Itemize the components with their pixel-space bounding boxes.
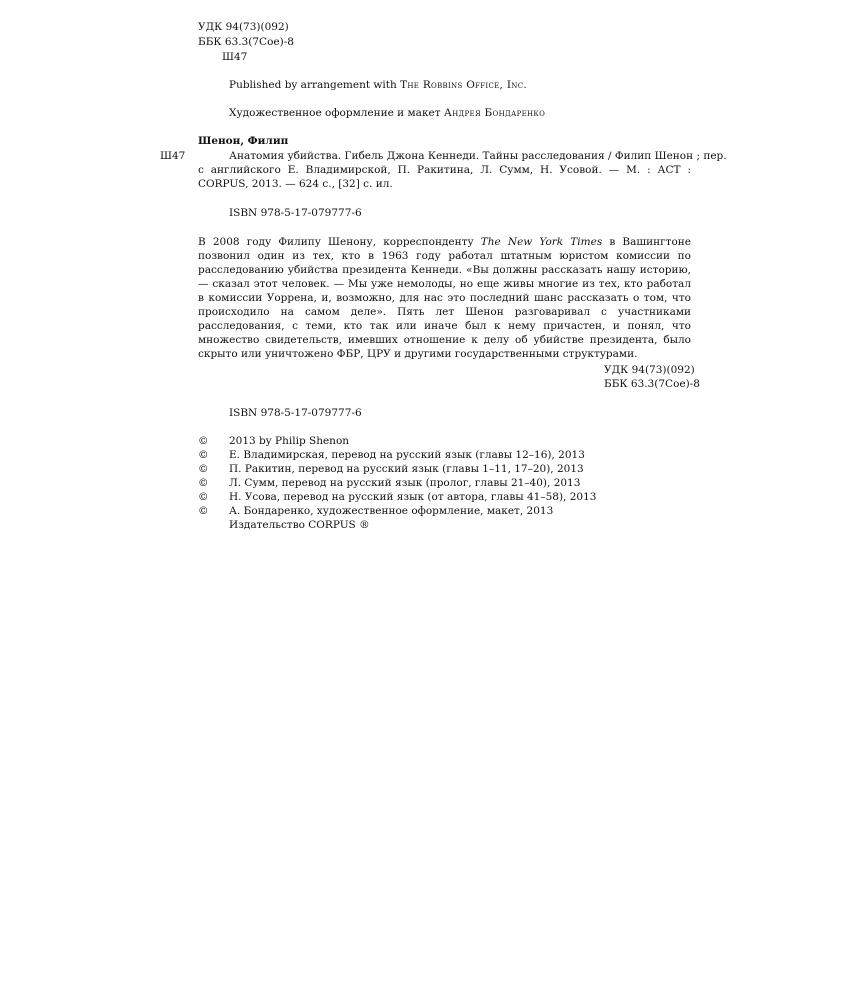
bbk-top: ББК 63.3(7Сое)-8 — [198, 36, 294, 48]
publisher-line: Издательство CORPUS ® — [229, 519, 370, 531]
biblio-line-1: Анатомия убийства. Гибель Джона Кеннеди. Тайны расследования / Филип Шенон ; пер. — [229, 150, 727, 162]
copyright-symbol: © — [198, 463, 209, 475]
author-heading: Шенон, Филип — [198, 135, 289, 147]
code-side: Ш47 — [160, 150, 186, 162]
abstract-rest: в Вашингтоне позвонил один из тех, кто в 1963 году работал штатным юристом комиссии по расследованию убийства президента Кеннеди. «Вы должны рассказать нашу историю, — сказал этот человек. — Мы уже немолоды, но еще живы многие из тех, кто работал в комиссии Уоррена, и, возможно, для нас это последний шанс рассказать о том, что происходило на самом деле». Пять лет Шенон разговаривал с участниками расследования, с теми, кто так или иначе был к нему причастен, и понял, что множество свидетельств, имевших отношение к делу об убийстве президента, было скрыто или уничтожено ФБР, ЦРУ и другими государственными структурами. — [198, 236, 691, 360]
bbk-bottom: ББК 63.3(7Сое)-8 — [604, 378, 700, 390]
copyright-text: П. Ракитин, перевод на русский язык (главы 1–11, 17–20), 2013 — [229, 463, 584, 475]
design-name: Андрея Бондаренко — [443, 107, 546, 119]
copyright-text: Н. Усова, перевод на русский язык (от автора, главы 41–58), 2013 — [229, 491, 597, 503]
copyright-row — [198, 448, 585, 462]
copyright-text: А. Бондаренко, художественное оформление, макет, 2013 — [229, 505, 554, 517]
udk-bottom: УДК 94(73)(092) — [604, 364, 695, 376]
abstract-start: В 2008 году Филипу Шенону, корреспонденту — [198, 236, 481, 248]
published-line — [229, 78, 527, 92]
biblio-line-2: с английского Е. Владимирской, П. Ракитина, Л. Сумм, Н. Усовой. — М. : АСТ : — [198, 164, 691, 176]
copyright-row — [198, 462, 584, 476]
copyright-row — [198, 490, 596, 504]
copyright-row — [198, 504, 553, 518]
design-prefix: Художественное оформление и макет — [229, 107, 444, 119]
copyright-row — [198, 434, 349, 448]
design-line — [229, 106, 545, 120]
copyright-symbol: © — [198, 449, 209, 461]
code-top: Ш47 — [222, 51, 248, 63]
copyright-symbol: © — [198, 491, 209, 503]
copyright-symbol: © — [198, 435, 209, 447]
copyright-text: Л. Сумм, перевод на русский язык (пролог, главы 21–40), 2013 — [229, 477, 581, 489]
copyright-symbol: © — [198, 477, 209, 489]
abstract-newspaper: The New York Times — [480, 236, 603, 248]
published-prefix: Published by arrangement with — [229, 79, 401, 91]
copyright-symbol: © — [198, 505, 209, 517]
copyright-text: Е. Владимирская, перевод на русский язык (главы 12–16), 2013 — [229, 449, 585, 461]
isbn-bottom: ISBN 978-5-17-079777-6 — [229, 407, 362, 419]
published-agency: The Robbins Office, Inc. — [400, 79, 527, 91]
copyright-text: 2013 by Philip Shenon — [229, 435, 350, 447]
isbn-top: ISBN 978-5-17-079777-6 — [229, 207, 362, 219]
biblio-line-3: CORPUS, 2013. — 624 с., [32] с. ил. — [198, 178, 393, 190]
abstract-paragraph — [198, 235, 691, 361]
copyright-row — [198, 476, 580, 490]
udk-top: УДК 94(73)(092) — [198, 21, 289, 33]
